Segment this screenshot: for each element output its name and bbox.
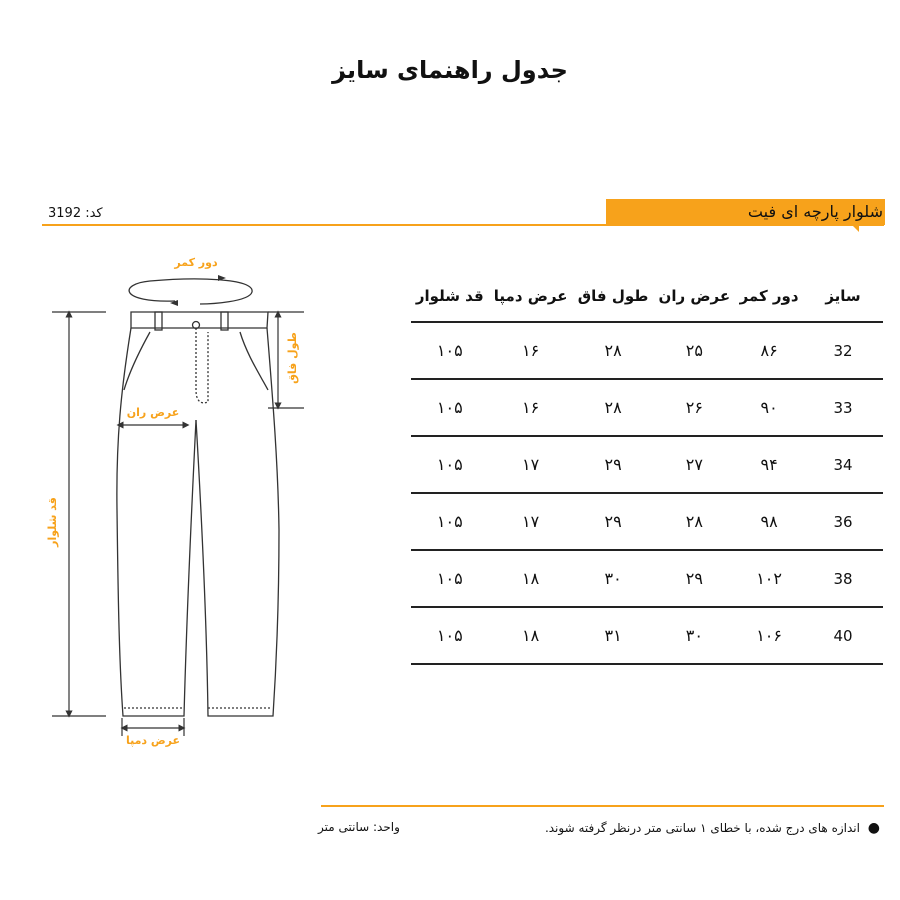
cell-thigh: ۲۸: [653, 493, 735, 550]
product-name-tab: [606, 199, 885, 225]
note-text: اندازه های درج شده، با خطای ۱ سانتی متر درنظر گرفته شوند.: [544, 821, 860, 835]
cell-hem: ۱۸: [489, 550, 573, 607]
cell-rise: ۳۰: [573, 550, 654, 607]
cell-waist: ۹۰: [735, 379, 803, 436]
product-name: شلوار پارچه ای فیت: [747, 202, 883, 221]
table-row: [411, 322, 883, 379]
cell-hem: ۱۷: [489, 436, 573, 493]
cell-waist: ۹۸: [735, 493, 803, 550]
waist-ellipse-arrow: [129, 275, 252, 306]
cell-size: 34: [803, 436, 883, 493]
cell-hem: ۱۶: [489, 379, 573, 436]
cell-thigh: ۳۰: [653, 607, 735, 664]
cell-length: ۱۰۵: [411, 607, 489, 664]
tab-notch: [851, 224, 859, 232]
table-row: [411, 493, 883, 550]
header-length: قد شلوار: [411, 271, 489, 322]
table-row: [411, 607, 883, 664]
bullet-icon: ●: [867, 820, 880, 836]
thigh-label: عرض ران: [126, 406, 180, 419]
footer-divider: [321, 805, 884, 807]
header-size: سایز: [803, 271, 883, 322]
cell-waist: ۸۶: [735, 322, 803, 379]
cell-length: ۱۰۵: [411, 379, 489, 436]
cell-size: 32: [803, 322, 883, 379]
header-rise: طول فاق: [573, 271, 654, 322]
cell-thigh: ۲۵: [653, 322, 735, 379]
cell-length: ۱۰۵: [411, 550, 489, 607]
rise-label: طول فاق: [286, 332, 299, 384]
cell-waist: ۹۴: [735, 436, 803, 493]
cell-rise: ۲۸: [573, 322, 654, 379]
cell-rise: ۲۹: [573, 493, 654, 550]
cell-length: ۱۰۵: [411, 493, 489, 550]
cell-length: ۱۰۵: [411, 436, 489, 493]
hem-label: عرض دمپا: [125, 734, 181, 747]
measurement-note: [545, 820, 880, 836]
cell-size: 36: [803, 493, 883, 550]
table-row: [411, 550, 883, 607]
cell-thigh: ۲۶: [653, 379, 735, 436]
cell-thigh: ۲۹: [653, 550, 735, 607]
table-row: [411, 379, 883, 436]
cell-waist: ۱۰۶: [735, 607, 803, 664]
product-code: کد: 3192: [48, 206, 103, 221]
cell-thigh: ۲۷: [653, 436, 735, 493]
cell-rise: ۳۱: [573, 607, 654, 664]
cell-size: 38: [803, 550, 883, 607]
pants-outline: [117, 312, 279, 716]
unit-label: واحد: سانتی متر: [318, 820, 400, 834]
length-label: قد شلوار: [46, 497, 59, 547]
cell-length: ۱۰۵: [411, 322, 489, 379]
length-dimension: [52, 312, 106, 716]
size-table: [411, 271, 883, 665]
table-header-row: [411, 271, 883, 322]
header-waist: دور کمر: [735, 271, 803, 322]
cell-size: 33: [803, 379, 883, 436]
cell-hem: ۱۶: [489, 322, 573, 379]
cell-rise: ۲۸: [573, 379, 654, 436]
cell-waist: ۱۰۲: [735, 550, 803, 607]
cell-hem: ۱۷: [489, 493, 573, 550]
cell-hem: ۱۸: [489, 607, 573, 664]
cell-size: 40: [803, 607, 883, 664]
header-hem: عرض دمپا: [489, 271, 573, 322]
header-thigh: عرض ران: [653, 271, 735, 322]
table-row: [411, 436, 883, 493]
page-title: جدول راهنمای سایز: [332, 56, 568, 84]
cell-rise: ۲۹: [573, 436, 654, 493]
waist-label: دور کمر: [174, 256, 218, 269]
pants-diagram: [0, 240, 320, 760]
